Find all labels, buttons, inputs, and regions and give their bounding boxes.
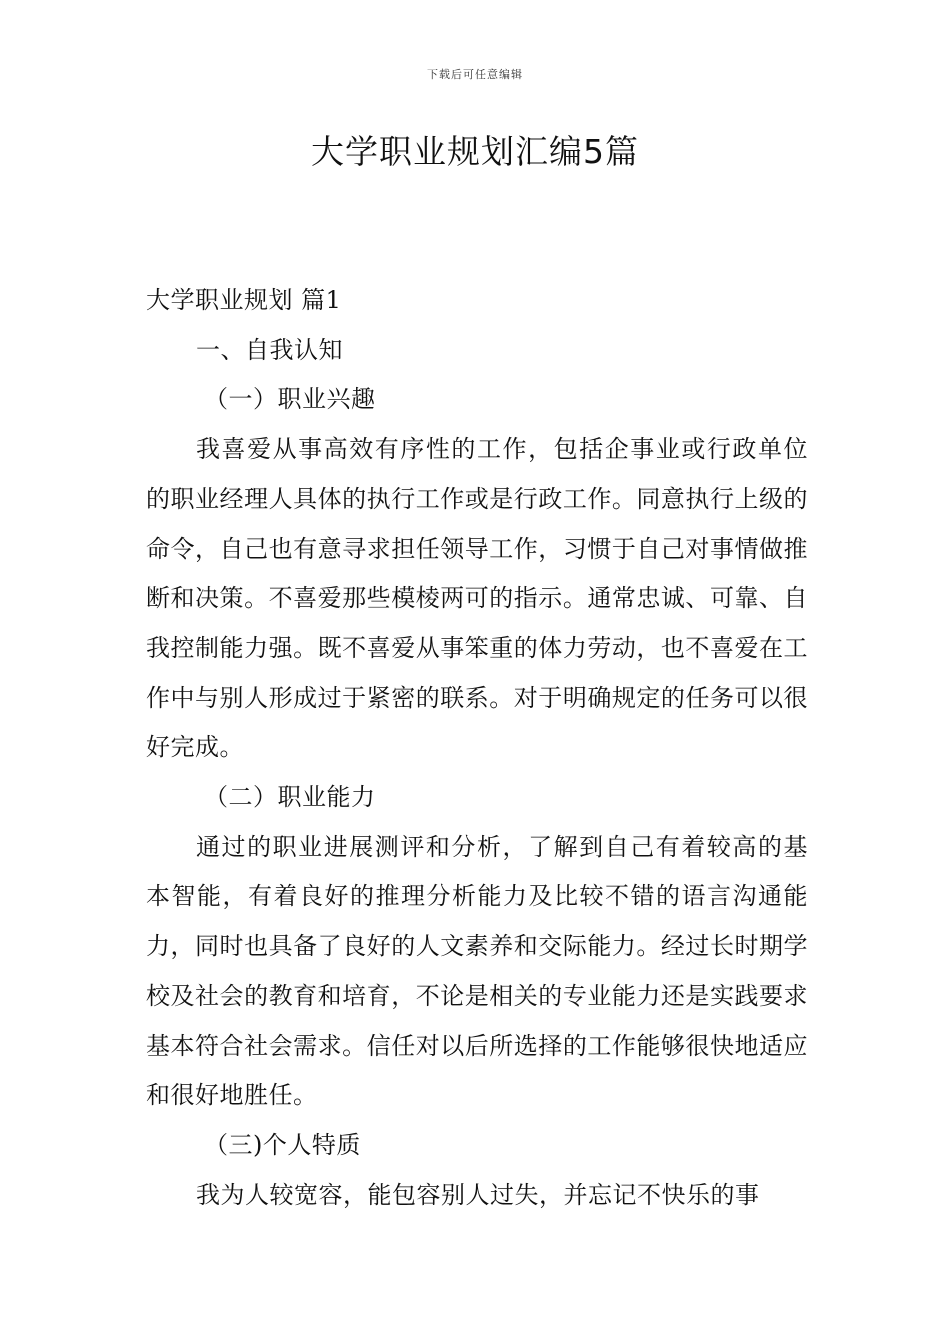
subheading-career-interest: （一）职业兴趣 (204, 385, 376, 414)
document-body (146, 276, 808, 1220)
paragraph-career-interest: 我喜爱从事高效有序性的工作，包括企事业或行政单位的职业经理人具体的执行工作或是行政工作。同意执行上级的命令，自己也有意寻求担任领导工作，习惯于自己对事情做推断和决策。不喜爱那些模棱两可的指示。通常忠诚、可靠、自我控制能力强。既不喜爱从事笨重的体力劳动，也不喜爱在工作中与别人形成过于紧密的联系。对于明确规定的任务可以很好完成。 (146, 435, 808, 762)
header-note: 下载后可任意编辑 (427, 68, 523, 81)
paragraph-career-ability: 通过的职业进展测评和分析，了解到自己有着较高的基本智能，有着良好的推理分析能力及比较不错的语言沟通能力，同时也具备了良好的人文素养和交际能力。经过长时期学校及社会的教育和培育，不论是相关的专业能力还是实践要求基本符合社会需求。信任对以后所选择的工作能够很快地适应和很好地胜任。 (146, 832, 808, 1110)
heading-self-awareness: 一、自我认知 (196, 335, 343, 364)
subheading-personal-traits: （三)个人特质 (204, 1130, 361, 1159)
section-heading: 大学职业规划 篇1 (146, 286, 342, 314)
paragraph-personal-traits: 我为人较宽容，能包容别人过失，并忘记不快乐的事 (196, 1180, 760, 1209)
document-title: 大学职业规划汇编5篇 (311, 132, 639, 171)
subheading-career-ability: （二）职业能力 (204, 783, 376, 812)
